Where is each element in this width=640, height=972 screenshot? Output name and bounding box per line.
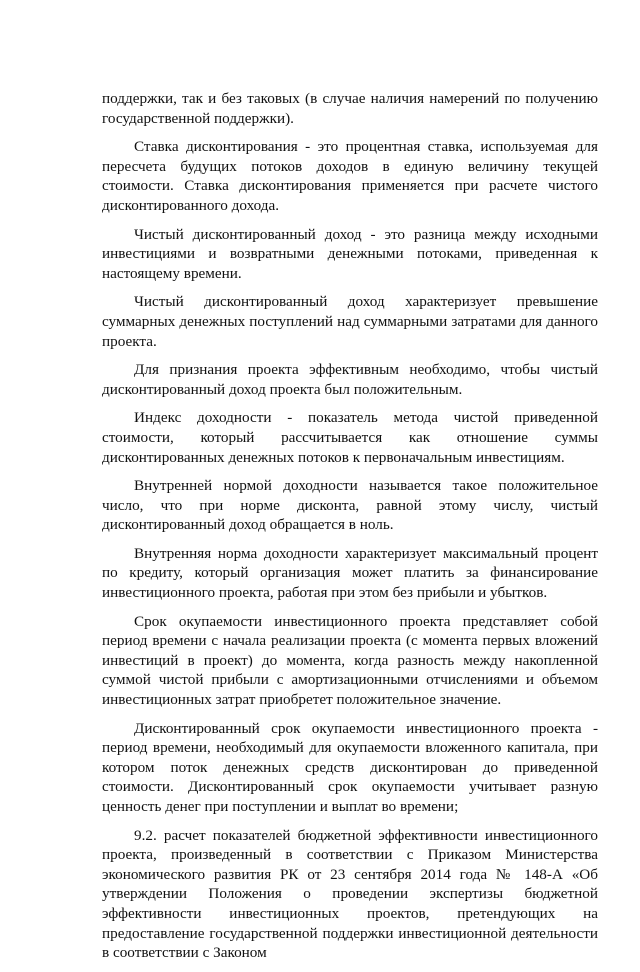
- paragraph-npv-definition: Чистый дисконтированный доход - это разница между исходными инвестициями и возвратными денежными потоками, приведенная к настоящему времени.: [102, 225, 598, 282]
- document-page: [102, 89, 598, 972]
- paragraph-irr-characteristic: Внутренняя норма доходности характеризует максимальный процент по кредиту, который организация может платить за финансирование инвестиционного проекта, работая при этом без прибыли и убытков.: [102, 544, 598, 602]
- paragraph-profitability-index: Индекс доходности - показатель метода чистой приведенной стоимости, который рассчитывается как отношение суммы дисконтированных денежных потоков к первоначальным инвестициям.: [102, 409, 598, 466]
- paragraph-support-continuation: поддержки, так и без таковых (в случае наличия намерений по получению государственной поддержки).: [102, 90, 598, 127]
- paragraph-discount-rate: Ставка дисконтирования - это процентная ставка, используемая для пересчета будущих потоков доходов в единую величину текущей стоимости. Ставка дисконтирования применяется при расчете чистого дисконтированного дохода.: [102, 138, 598, 214]
- paragraph-payback-period: Срок окупаемости инвестиционного проекта представляет собой период времени с начала реализации проекта (с момента первых вложений инвестиций в проект) до момента, когда разность между накопленной суммой чистой прибыли с амортизационными отчислениями и объемом инвестиционных затрат приобретет положительное значение.: [102, 612, 598, 709]
- paragraph-project-efficiency: Для признания проекта эффективным необходимо, чтобы чистый дисконтированный доход проекта был положительным.: [102, 361, 598, 398]
- paragraph-irr-definition: Внутренней нормой доходности называется такое положительное число, что при норме дисконта, равной этому числу, чистый дисконтированный доход обращается в ноль.: [102, 477, 598, 534]
- paragraph-budget-efficiency: 9.2. расчет показателей бюджетной эффективности инвестиционного проекта, произведенный в соответствии с Приказом Министерства экономического развития РК от 23 сентября 2014 года № 148-А «Об утверждении Положения о проведении экспертизы бюджетной эффективности инвестиционных проектов, претендующих на предоставление государственной поддержки инвестиционной деятельности в соответствии с Законом: [102, 826, 598, 962]
- paragraph-discounted-payback: Дисконтированный срок окупаемости инвестиционного проекта - период времени, необходимый для окупаемости вложенного капитала, при котором поток денежных средств дисконтирован до приведенной стоимости. Дисконтированный срок окупаемости учитывает разную ценность денег при поступлении и выплат во времени;: [102, 719, 598, 815]
- paragraph-npv-characteristic: Чистый дисконтированный доход характеризует превышение суммарных денежных поступлений над суммарными затратами для данного проекта.: [102, 293, 598, 350]
